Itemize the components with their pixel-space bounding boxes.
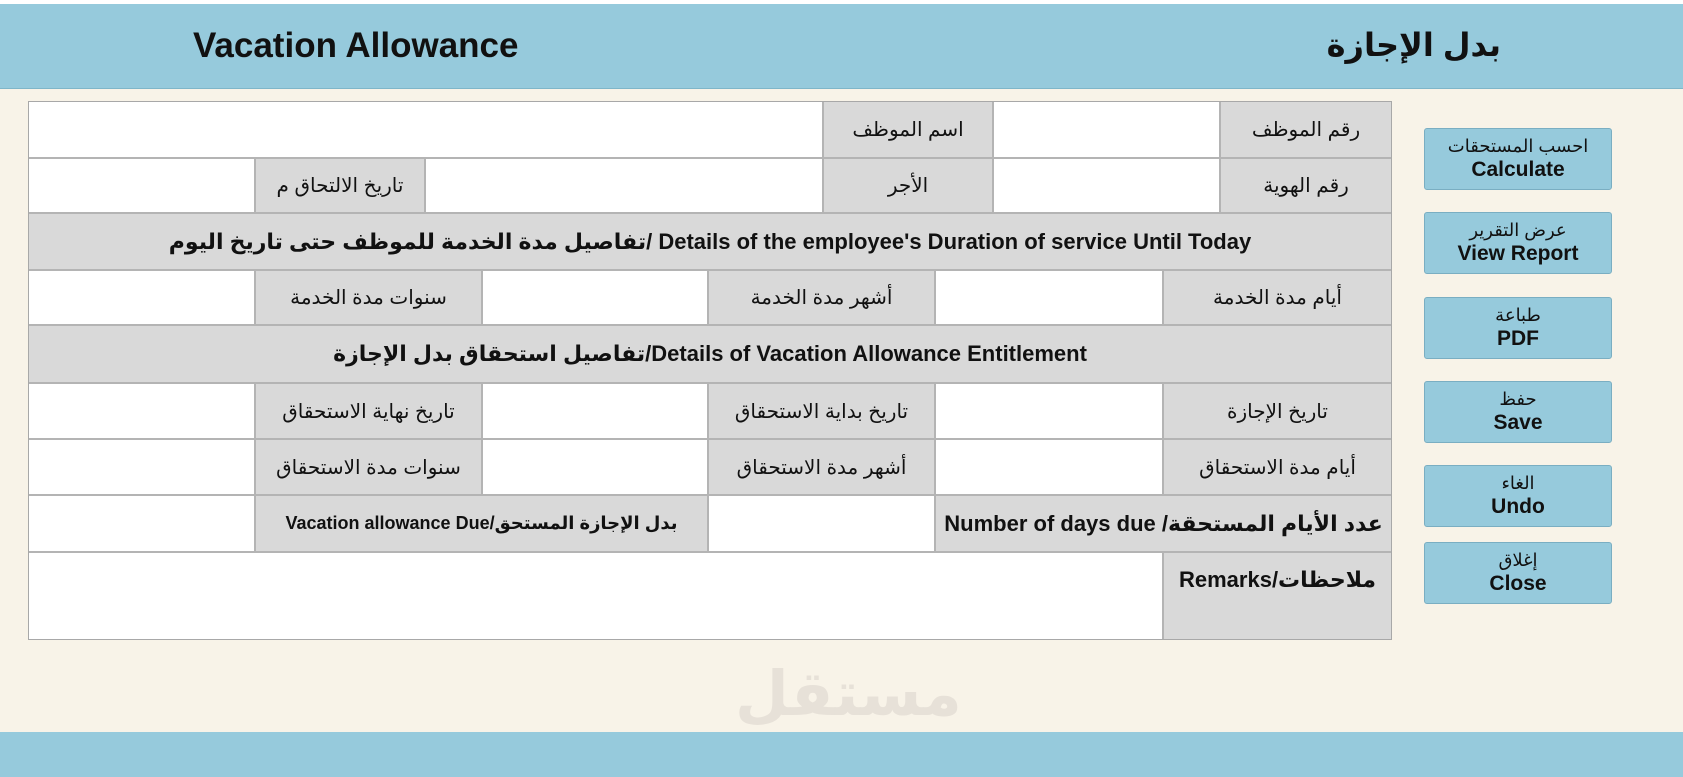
pdf-button[interactable] xyxy=(1424,297,1612,359)
employee-number-label: رقم الموظف xyxy=(1220,101,1392,158)
service-months-label: أشهر مدة الخدمة xyxy=(708,270,935,325)
close-button[interactable] xyxy=(1424,542,1612,604)
remarks-field[interactable] xyxy=(28,552,1163,640)
watermark-arabic: مستقل xyxy=(735,660,962,729)
entitlement-months-label: أشهر مدة الاستحقاق xyxy=(708,439,935,495)
entitlement-start-field[interactable] xyxy=(482,383,708,439)
calculate-button-english: Calculate xyxy=(1471,158,1565,182)
join-date-field[interactable] xyxy=(28,158,255,213)
calculate-button-arabic: احسب المستحقات xyxy=(1447,135,1589,156)
id-number-field[interactable] xyxy=(993,158,1220,213)
entitlement-end-field[interactable] xyxy=(28,383,255,439)
page-title-arabic: بدل الإجازة xyxy=(1326,27,1501,63)
save-button-arabic: حفظ xyxy=(1499,388,1537,409)
id-number-label: رقم الهوية xyxy=(1220,158,1392,213)
days-due-field[interactable] xyxy=(708,495,935,552)
salary-label: الأجر xyxy=(823,158,993,213)
vacation-date-label: تاريخ الإجازة xyxy=(1163,383,1392,439)
close-button-arabic: إغلاق xyxy=(1498,549,1538,570)
join-date-label: تاريخ الالتحاق م xyxy=(255,158,425,213)
entitlement-section-header: Details of Vacation Allowance Entitlement/تفاصيل استحقاق بدل الإجازة xyxy=(28,325,1392,383)
entitlement-days-label: أيام مدة الاستحقاق xyxy=(1163,439,1392,495)
service-years-label: سنوات مدة الخدمة xyxy=(255,270,482,325)
salary-field[interactable] xyxy=(425,158,823,213)
close-button-english: Close xyxy=(1489,572,1547,596)
remarks-label: ملاحظات/Remarks xyxy=(1163,552,1392,640)
entitlement-end-label: تاريخ نهاية الاستحقاق xyxy=(255,383,482,439)
calculate-button[interactable] xyxy=(1424,128,1612,190)
service-months-field[interactable] xyxy=(482,270,708,325)
allowance-due-field[interactable] xyxy=(28,495,255,552)
entitlement-years-field[interactable] xyxy=(28,439,255,495)
undo-button-arabic: الغاء xyxy=(1501,472,1535,493)
employee-name-label: اسم الموظف xyxy=(823,101,993,158)
view-report-button-english: View Report xyxy=(1457,242,1579,266)
pdf-button-english: PDF xyxy=(1497,327,1539,351)
view-report-button[interactable] xyxy=(1424,212,1612,274)
undo-button[interactable] xyxy=(1424,465,1612,527)
app-footer xyxy=(0,732,1683,777)
service-days-field[interactable] xyxy=(935,270,1163,325)
employee-name-field[interactable] xyxy=(28,101,823,158)
entitlement-years-label: سنوات مدة الاستحقاق xyxy=(255,439,482,495)
entitlement-days-field[interactable] xyxy=(935,439,1163,495)
employee-number-field[interactable] xyxy=(993,101,1220,158)
entitlement-start-label: تاريخ بداية الاستحقاق xyxy=(708,383,935,439)
pdf-button-arabic: طباعة xyxy=(1495,304,1541,325)
vacation-date-field[interactable] xyxy=(935,383,1163,439)
allowance-due-label: بدل الإجازة المستحق/Vacation allowance Due xyxy=(255,495,708,552)
undo-button-english: Undo xyxy=(1491,495,1545,519)
page-title-english: Vacation Allowance xyxy=(193,26,519,65)
view-report-button-arabic: عرض التقرير xyxy=(1469,219,1567,240)
service-days-label: أيام مدة الخدمة xyxy=(1163,270,1392,325)
app-header xyxy=(0,4,1683,89)
entitlement-months-field[interactable] xyxy=(482,439,708,495)
service-duration-section-header: Details of the employee's Duration of service Until Today /تفاصيل مدة الخدمة للموظف حتى تاريخ اليوم xyxy=(28,213,1392,270)
service-years-field[interactable] xyxy=(28,270,255,325)
days-due-label: عدد الأيام المستحقة/ Number of days due xyxy=(935,495,1392,552)
save-button-english: Save xyxy=(1493,411,1543,435)
save-button[interactable] xyxy=(1424,381,1612,443)
